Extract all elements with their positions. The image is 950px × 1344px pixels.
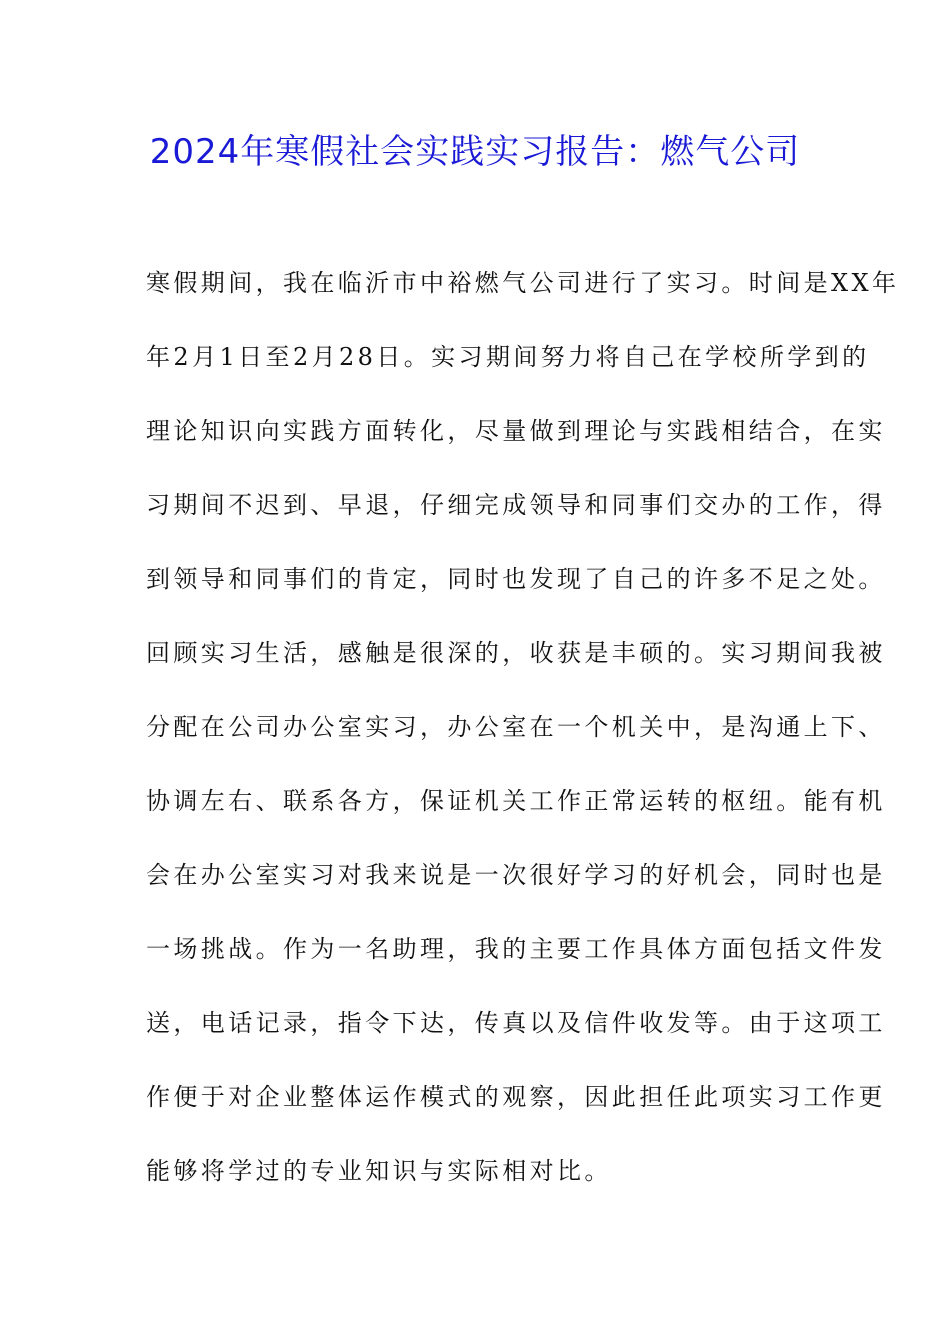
text-line: 回顾实习生活，感触是很深的，收获是丰硕的。实习期间我被 [146, 639, 886, 667]
text-line: 分配在公司办公室实习，办公室在一个机关中，是沟通上下、 [146, 713, 886, 741]
text-line: 送，电话记录，指令下达，传真以及信件收发等。由于这项工 [146, 1009, 886, 1037]
text-line: 协调左右、联系各方，保证机关工作正常运转的枢纽。能有机 [146, 787, 886, 815]
text-line: 会在办公室实习对我来说是一次很好学习的好机会，同时也是 [146, 861, 886, 889]
text-line: 寒假期间，我在临沂市中裕燃气公司进行了实习。时间是XX年 [146, 269, 900, 297]
text-line: 到领导和同事们的肯定，同时也发现了自己的许多不足之处。 [146, 565, 886, 593]
text-line: 理论知识向实践方面转化，尽量做到理论与实践相结合，在实 [146, 417, 886, 445]
text-line: 作便于对企业整体运作模式的观察，因此担任此项实习工作更 [146, 1083, 886, 1111]
text-line: 习期间不迟到、早退，仔细完成领导和同事们交办的工作，得 [146, 491, 886, 519]
text-line: 一场挑战。作为一名助理，我的主要工作具体方面包括文件发 [146, 935, 886, 963]
text-line: 年2月1日至2月28日。实习期间努力将自己在学校所学到的 [146, 343, 870, 371]
document-title: 2024年寒假社会实践实习报告：燃气公司 [149, 132, 801, 172]
text-line: 能够将学过的专业知识与实际相对比。 [146, 1157, 612, 1185]
document-body [146, 256, 900, 1218]
